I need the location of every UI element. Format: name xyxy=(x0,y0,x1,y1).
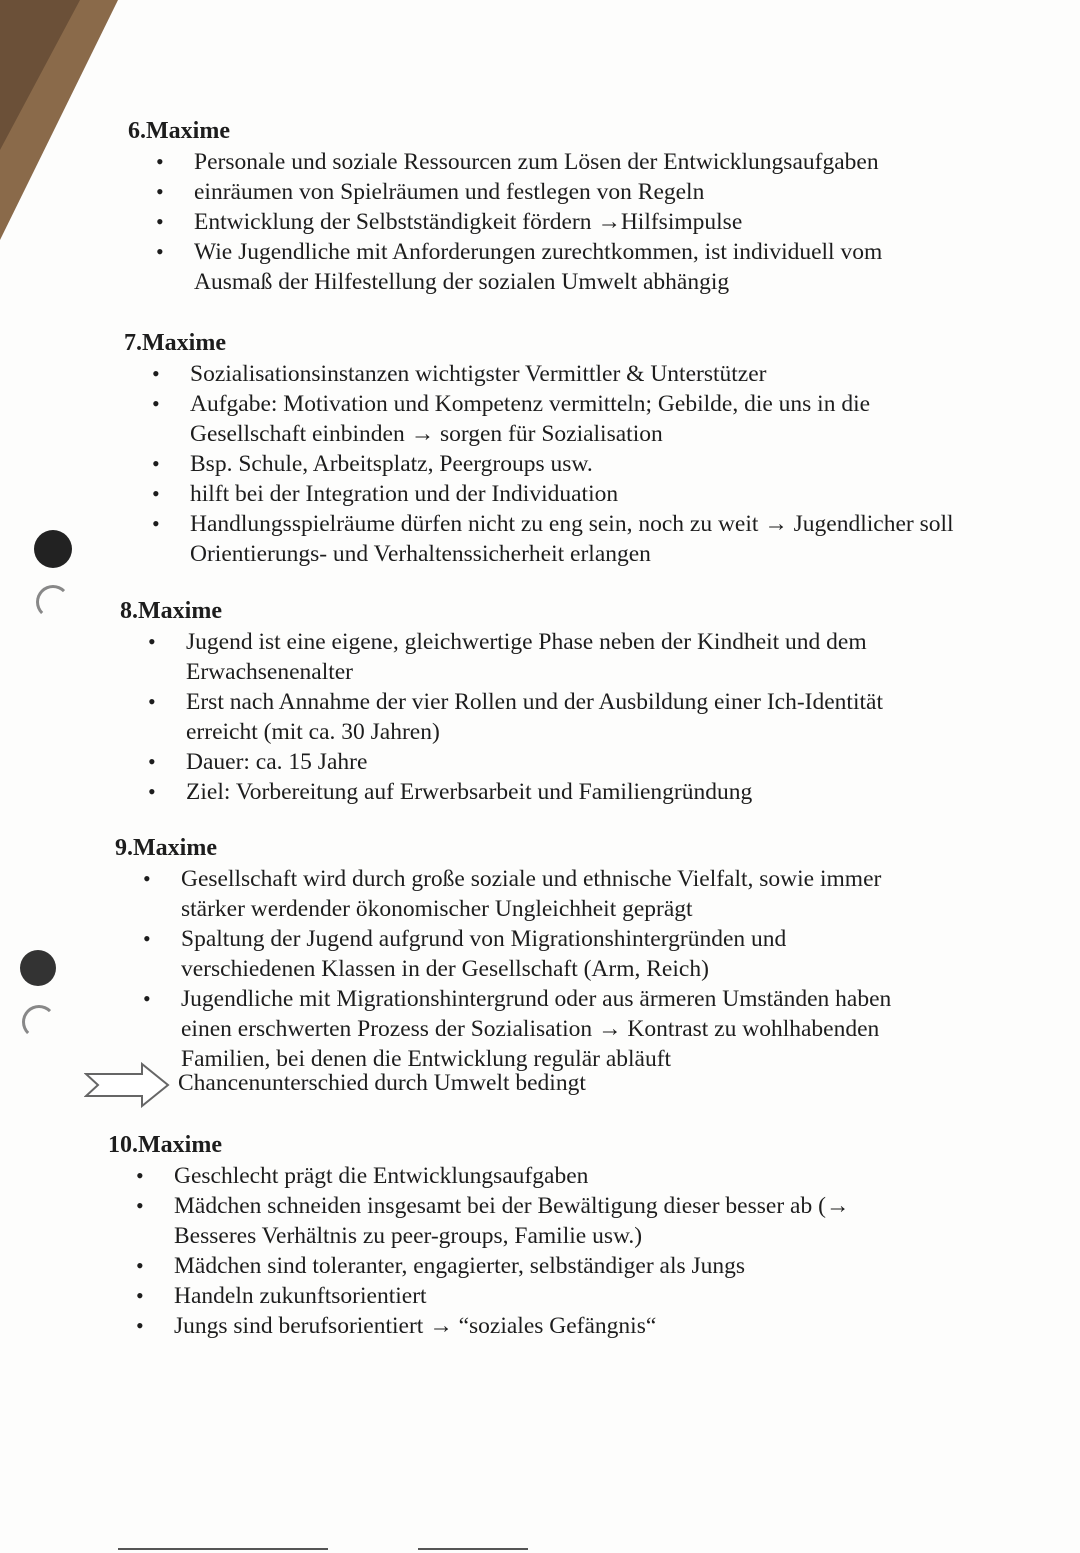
list-item: • Mädchen sind toleranter, engagierter, selbständiger als Jungs xyxy=(130,1251,928,1281)
list-item: • Entwicklung der Selbstständigkeit fördern →Hilfsimpulse xyxy=(150,207,958,237)
list-item: • einräumen von Spielräumen und festlegen von Regeln xyxy=(150,177,958,207)
paper-corner-shadow xyxy=(0,0,130,260)
section-6 xyxy=(128,118,958,297)
list-item: • Sozialisationsinstanzen wichtigster Vermittler & Unterstützer xyxy=(146,359,954,389)
punch-hole-2 xyxy=(36,585,70,619)
list-item: • Wie Jugendliche mit Anforderungen zurechtkommen, ist individuell vom Ausmaß der Hilfestellung der sozialen Umwelt abhängig xyxy=(150,237,958,297)
section-9 xyxy=(115,835,905,1074)
section-7 xyxy=(124,330,954,569)
list-item: • Personale und soziale Ressourcen zum Lösen der Entwicklungsaufgaben xyxy=(150,147,958,177)
section-heading: 9.Maxime xyxy=(115,835,217,861)
punch-hole-3 xyxy=(20,950,56,986)
bottom-edge-line xyxy=(118,1548,328,1550)
section-heading: 6.Maxime xyxy=(128,118,230,144)
list-item: • Jungs sind berufsorientiert → “soziales Gefängnis“ xyxy=(130,1311,928,1341)
list-item: • Jugend ist eine eigene, gleichwertige Phase neben der Kindheit und dem Erwachsenenalter xyxy=(142,627,960,687)
section-8 xyxy=(120,598,960,807)
list-item: • Spaltung der Jugend aufgrund von Migrationshintergründen und verschiedenen Klassen in der Gesellschaft (Arm, Reich) xyxy=(137,924,905,984)
list-item: • Dauer: ca. 15 Jahre xyxy=(142,747,960,777)
list-item: • Aufgabe: Motivation und Kompetenz vermitteln; Gebilde, die uns in die Gesellschaft einbinden → sorgen für Sozialisation xyxy=(146,389,954,449)
list-item: • Handlungsspielräume dürfen nicht zu eng sein, noch zu weit → Jugendlicher soll Orientierungs- und Verhaltenssicherheit erlangen xyxy=(146,509,954,569)
bullet-list xyxy=(130,1161,928,1341)
list-item: • Jugendliche mit Migrationshintergrund oder aus ärmeren Umständen haben einen erschwerten Prozess der Sozialisation → Kontrast zu wohlhabenden Familien, bei denen die Entwicklung regulär abläuft xyxy=(137,984,905,1074)
double-arrow-icon xyxy=(84,1062,172,1108)
bottom-edge-line xyxy=(418,1548,528,1550)
punch-hole-4 xyxy=(22,1005,56,1039)
list-item: • Mädchen schneiden insgesamt bei der Bewältigung dieser besser ab (→ Besseres Verhältnis zu peer-groups, Familie usw.) xyxy=(130,1191,928,1251)
list-item: • hilft bei der Integration und der Individuation xyxy=(146,479,954,509)
list-item: • Geschlecht prägt die Entwicklungsaufgaben xyxy=(130,1161,928,1191)
list-item: • Bsp. Schule, Arbeitsplatz, Peergroups usw. xyxy=(146,449,954,479)
section-heading: 8.Maxime xyxy=(120,598,222,624)
list-item: • Erst nach Annahme der vier Rollen und der Ausbildung einer Ich-Identität erreicht (mit ca. 30 Jahren) xyxy=(142,687,960,747)
punch-hole-1 xyxy=(34,530,72,568)
section-heading: 7.Maxime xyxy=(124,330,226,356)
conclusion-text: Chancenunterschied durch Umwelt bedingt xyxy=(178,1070,586,1096)
bullet-list xyxy=(150,147,958,297)
section-10 xyxy=(108,1132,928,1341)
bullet-list xyxy=(146,359,954,569)
bullet-list xyxy=(137,864,905,1074)
list-item: • Gesellschaft wird durch große soziale und ethnische Vielfalt, sowie immer stärker werdender ökonomischer Ungleichheit geprägt xyxy=(137,864,905,924)
bullet-list xyxy=(142,627,960,807)
list-item: • Ziel: Vorbereitung auf Erwerbsarbeit und Familiengründung xyxy=(142,777,960,807)
section-heading: 10.Maxime xyxy=(108,1132,222,1158)
list-item: • Handeln zukunftsorientiert xyxy=(130,1281,928,1311)
